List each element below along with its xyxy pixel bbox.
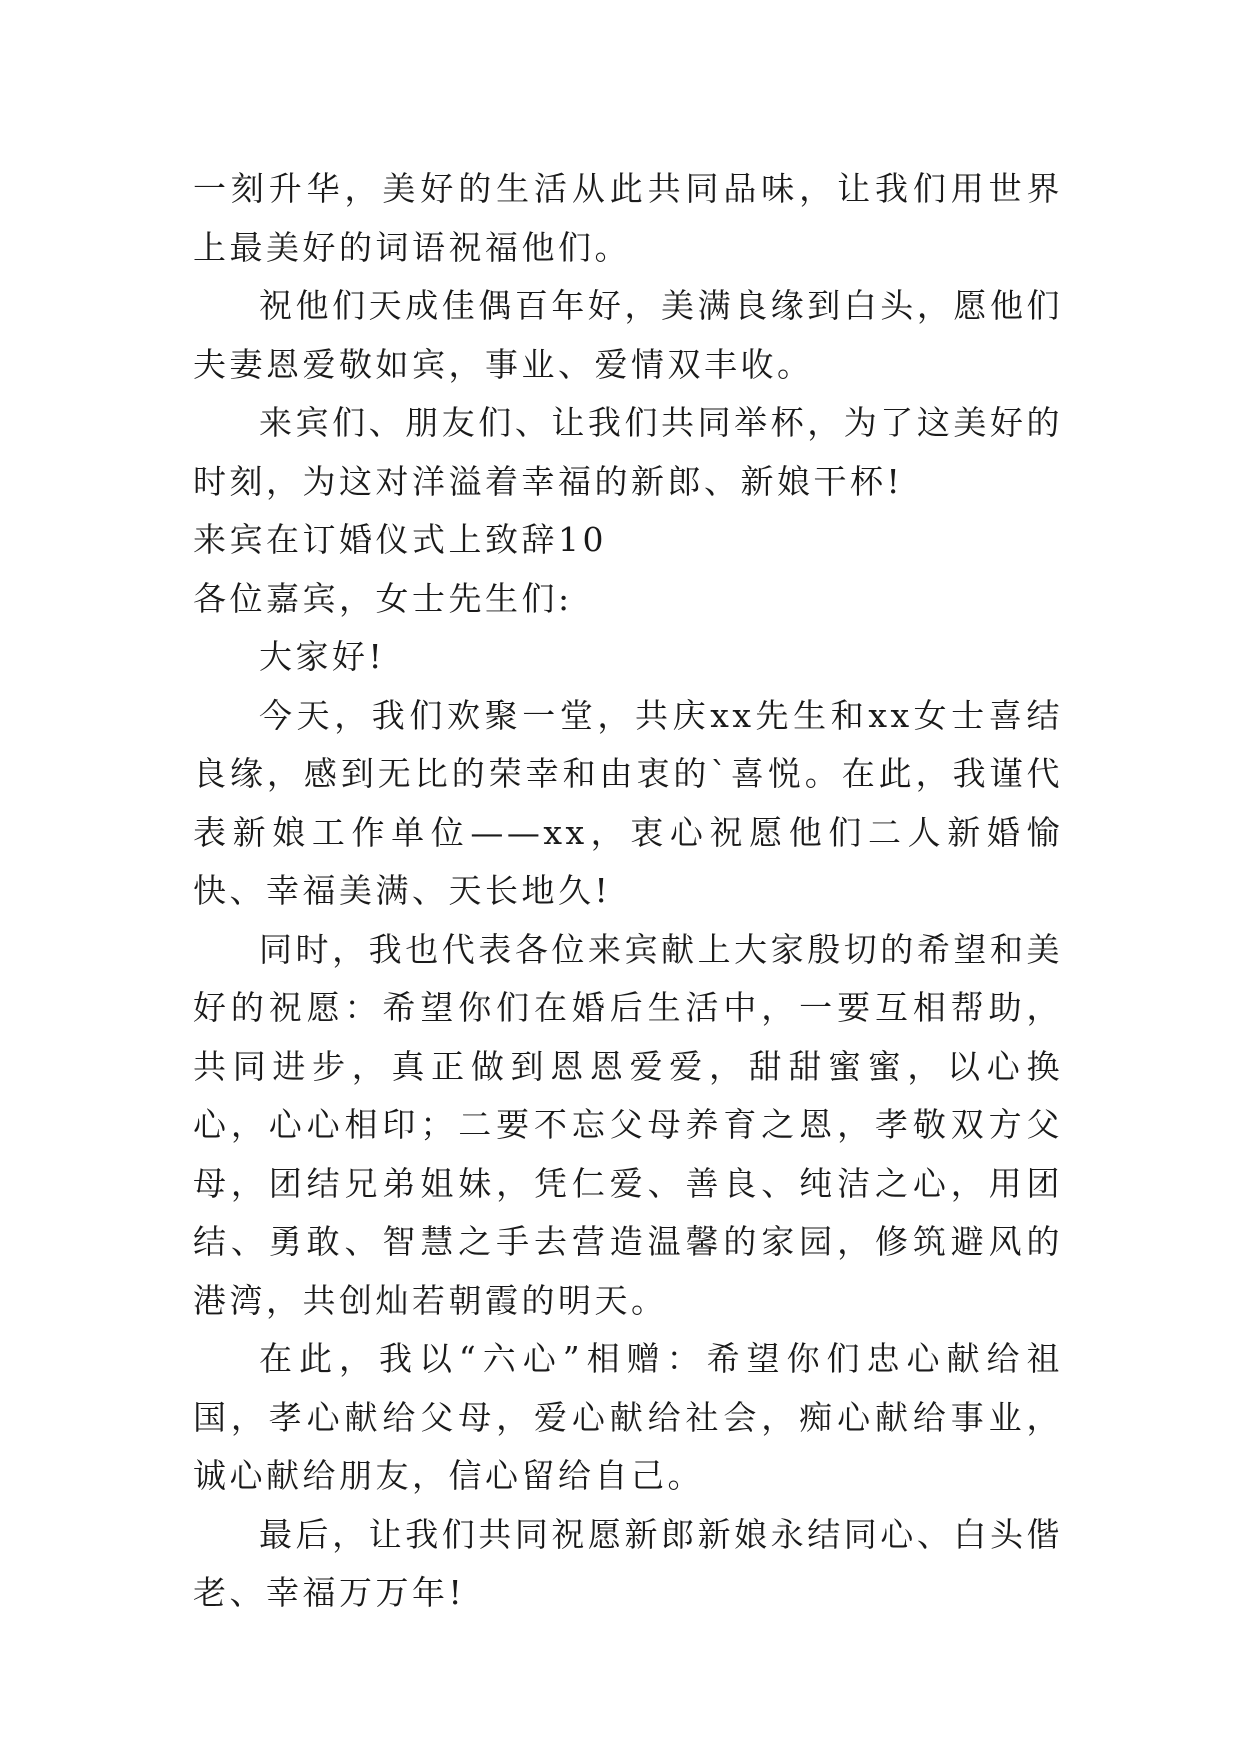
paragraph-8: 同时，我也代表各位来宾献上大家殷切的希望和美好的祝愿：希望你们在婚后生活中，一要互相帮助，共同进步，真正做到恩恩爱爱，甜甜蜜蜜，以心换心，心心相印；二要不忘父母养育之恩，孝敬双方父母，团结兄弟姐妹，凭仁爱、善良、纯洁之心，用团结、勇敢、智慧之手去营造温馨的家园，修筑避风的港湾，共创灿若朝霞的明天。 xyxy=(193,929,1063,1320)
paragraph-9: 在此，我以“六心”相赠：希望你们忠心献给祖国，孝心献给父母，爱心献给社会，痴心献给事业，诚心献给朋友，信心留给自己。 xyxy=(193,1339,1063,1495)
section-heading: 来宾在订婚仪式上致辞10 xyxy=(193,520,607,559)
salutation: 各位嘉宾，女士先生们: xyxy=(193,578,573,618)
paragraph-2: 祝他们天成佳偶百年好，美满良缘到白头，愿他们夫妻恩爱敬如宾，事业、爱情双丰收。 xyxy=(193,286,1063,384)
paragraph-3: 来宾们、朋友们、让我们共同举杯，为了这美好的时刻，为这对洋溢着幸福的新郎、新娘干杯! xyxy=(193,403,1063,501)
paragraph-1: 一刻升华，美好的生活从此共同品味，让我们用世界上最美好的词语祝福他们。 xyxy=(193,169,1063,267)
paragraph-10: 最后，让我们共同祝愿新郎新娘永结同心、白头偕老、幸福万万年! xyxy=(193,1514,1063,1612)
greeting: 大家好! xyxy=(259,637,386,676)
document-body xyxy=(193,160,1063,1623)
paragraph-7: 今天，我们欢聚一堂，共庆xx先生和xx女士喜结良缘，感到无比的荣幸和由衷的`喜悦。在此，我谨代表新娘工作单位——xx，衷心祝愿他们二人新婚愉快、幸福美满、天长地久! xyxy=(193,695,1063,910)
